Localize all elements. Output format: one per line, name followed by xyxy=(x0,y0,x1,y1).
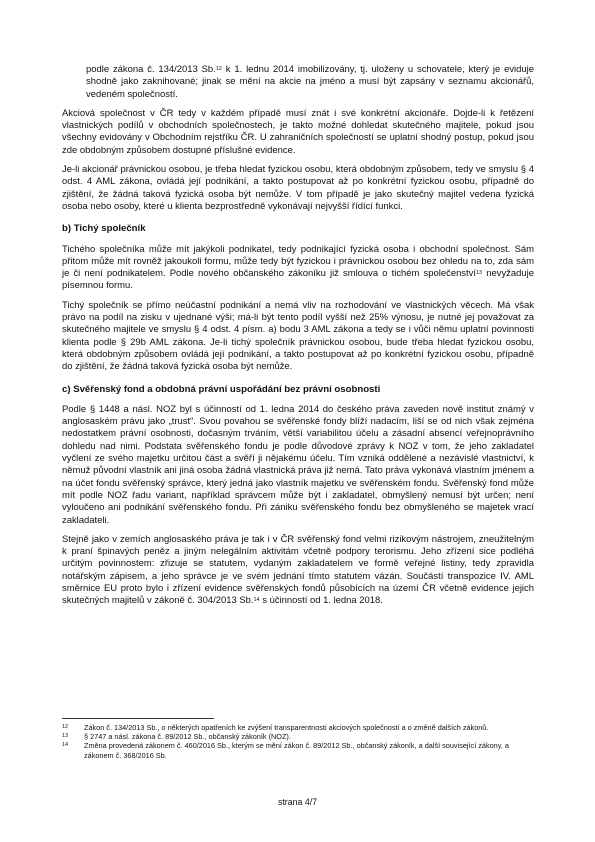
page-body xyxy=(62,64,534,608)
footnote-number: 12 xyxy=(62,724,69,730)
footnote-ref-13: 13 xyxy=(476,270,483,277)
page-number: strana 4/7 xyxy=(277,797,318,807)
footnote-item xyxy=(62,741,534,759)
paragraph-trust-fund-risk xyxy=(62,534,534,608)
footnote-ref-14: 14 xyxy=(253,597,260,604)
paragraph-text: s účinností od 1. ledna 2018. xyxy=(259,595,383,607)
paragraph-text: nevyžaduje písemnou formu. xyxy=(62,268,534,292)
footnote-text: Změna provedená zákonem č. 460/2016 Sb., kterým se mění zákon č. 89/2012 Sb., občanský zákoník, a další související zákony, a zákonem č. 368/2016 Sb. xyxy=(84,741,509,760)
footnote-number: 13 xyxy=(62,733,69,740)
section-heading-trust-fund: c) Svěřenský fond a obdobná právní uspořádání bez právní osobnosti xyxy=(62,383,381,395)
paragraph-text: podle zákona č. 134/2013 Sb. xyxy=(86,64,216,75)
paragraph-joint-stock-company: Akciová společnost v ČR tedy v každém případě musí znát i své konkrétní akcionáře. Dojde-li k řetězení vlastnických podílů v obchodních společnostech, je takto možné dohledat skutečného majitele, pokud jsou všechny evidovány v Obchodním rejstříku ČR. U zahraničních společností se uplatní shodný postup, pokud jsou zde obdobným způsobem dostupné příslušné evidence. xyxy=(62,107,534,156)
paragraph-legal-person-shareholder: Je-li akcionář právnickou osobou, je třeba hledat fyzickou osobu, která obdobným způsobem, tedy ve smyslu § 4 odst. 4 AML zákona, ovládá její podnikání, a takto postupovat až po konkrétní fyzickou osobu, případně do zjištění, že žádná taková fyzická osoba být nemůže. V tom případě je jako skutečný majitel vedena fyzická osoba nebo osoby, které u klienta bezprostředně vykonávají nejvyšší řídící funkci. xyxy=(62,164,534,212)
paragraph-trust-fund-definition: Podle § 1448 a násl. NOZ byl s účinností od 1. ledna 2014 do českého práva zaveden nově institut známý v anglosaském právu jako „trust“. Svou povahou se svěřenské fondy blíží nadacím, liší se od nich však zejména nedostatkem právní osobnosti, dočasným trváním, větší variabilitou účelu a zásadní absencí veřejnoprávního dohledu nad nimi. Podstata svěřenského fondu je podle důvodové zprávy k NOZ v tom, že jeho zakladatel vyčlení ze svého majetku určitou část a svěří ji nějakému účelu. Tím vzniká oddělené a nezávislé vlastnictví, k němuž původní vlastník ani jiná osoba žádná vlastnická práva již nemá. Tato práva vykonává vlastním jménem a na účet fondu svěřenský správce, který jedná jako vlastník majetku ve svěřenském fondu. Svěřenský fond může mít podle NOZ řadu variant, například správcem může být i zakladatel, obmyšlený nemusí být určen; není vyloučeno ani podnikání svěřenského fondu. Při zániku svěřenského fondu bez obmyšleného se majetek vrací zakladateli. xyxy=(62,403,534,526)
paragraph-text: Stejně jako v zemích anglosaského práva je tak i v ČR svěřenský fond velmi rizikovým nástrojem, zneužitelným k praní špinavých peněz a jiným nelegálním aktivitám včetně podpory terorismu. Jeho zřízení sice podléhá určitým povinnostem: zřizuje se statutem, vydaným zakladatelem ve formě veřejné listiny, tedy zpravidla notářským zápisem, a jeho správce je ve svém jednání tímto statutem vázán. Součástí transpozice IV. AML směrnice EU proto bylo i zřízení evidence svěřenských fondů působících na území ČR včetně evidence jejich skutečných majitelů v zákoně č. 304/2013 Sb. xyxy=(62,533,534,607)
paragraph-silent-partner-profit: Tichý společník se přímo neúčastní podnikání a nemá vliv na rozhodování ve vlastnických věcech. Má však právo na podíl na zisku v ujednané výši; má-li být tento podíl vyšší než 25% výnosu, je nutné jej považovat za skutečného majitele ve smyslu § 4 odst. 4 písm. a) bodu 3 AML zákona a tedy se i vůči němu uplatní povinnosti klienta podle § 29b AML zákona. Je-li tichý společník právnickou osobou, bude třeba hledat fyzickou osobu, která obdobným způsobem ovládá její podnikání, a takto postupovat až po konkrétní fyzickou osobu, případně do zjištění, že žádná taková fyzická osoba být nemůže. xyxy=(62,299,534,373)
footnotes xyxy=(62,718,534,760)
paragraph-shares-immobilized xyxy=(86,64,534,101)
paragraph-text: k 1. lednu 2014 imobilizovány, tj. uloženy u schovatele, který je eviduje shodně jako zaknihované; jinak se mění na akcie na jméno a musí být zapsány v seznamu akcionářů, vedeném společností. xyxy=(86,64,534,100)
footnote-item xyxy=(62,732,534,741)
paragraph-text: Tichého společníka může mít jakýkoli podnikatel, tedy podnikající fyzická osoba i obchodní společnost. Sám přitom může mít rovněž jakoukoli formu, může tedy být fyzickou i právnickou osobou bez ohledu na to, zda sám je či není podnikatelem. Podle nového občanského zákoníku již smlouva o tichém společenství xyxy=(62,243,534,280)
section-heading-silent-partner: b) Tichý společník xyxy=(62,223,146,235)
paragraph-silent-partner-intro xyxy=(62,244,534,293)
footnote-text: § 2747 a násl. zákona č. 89/2012 Sb., občanský zákoník (NOZ). xyxy=(84,732,291,742)
footnote-divider xyxy=(62,718,214,719)
footnote-item xyxy=(62,723,534,732)
footnote-ref-12: 12 xyxy=(215,66,222,72)
footnote-number: 14 xyxy=(62,742,69,749)
footnote-text: Zákon č. 134/2013 Sb., o některých opatřeních ke zvýšení transparentnosti akciových společností a o změně dalších zákonů. xyxy=(84,723,489,732)
